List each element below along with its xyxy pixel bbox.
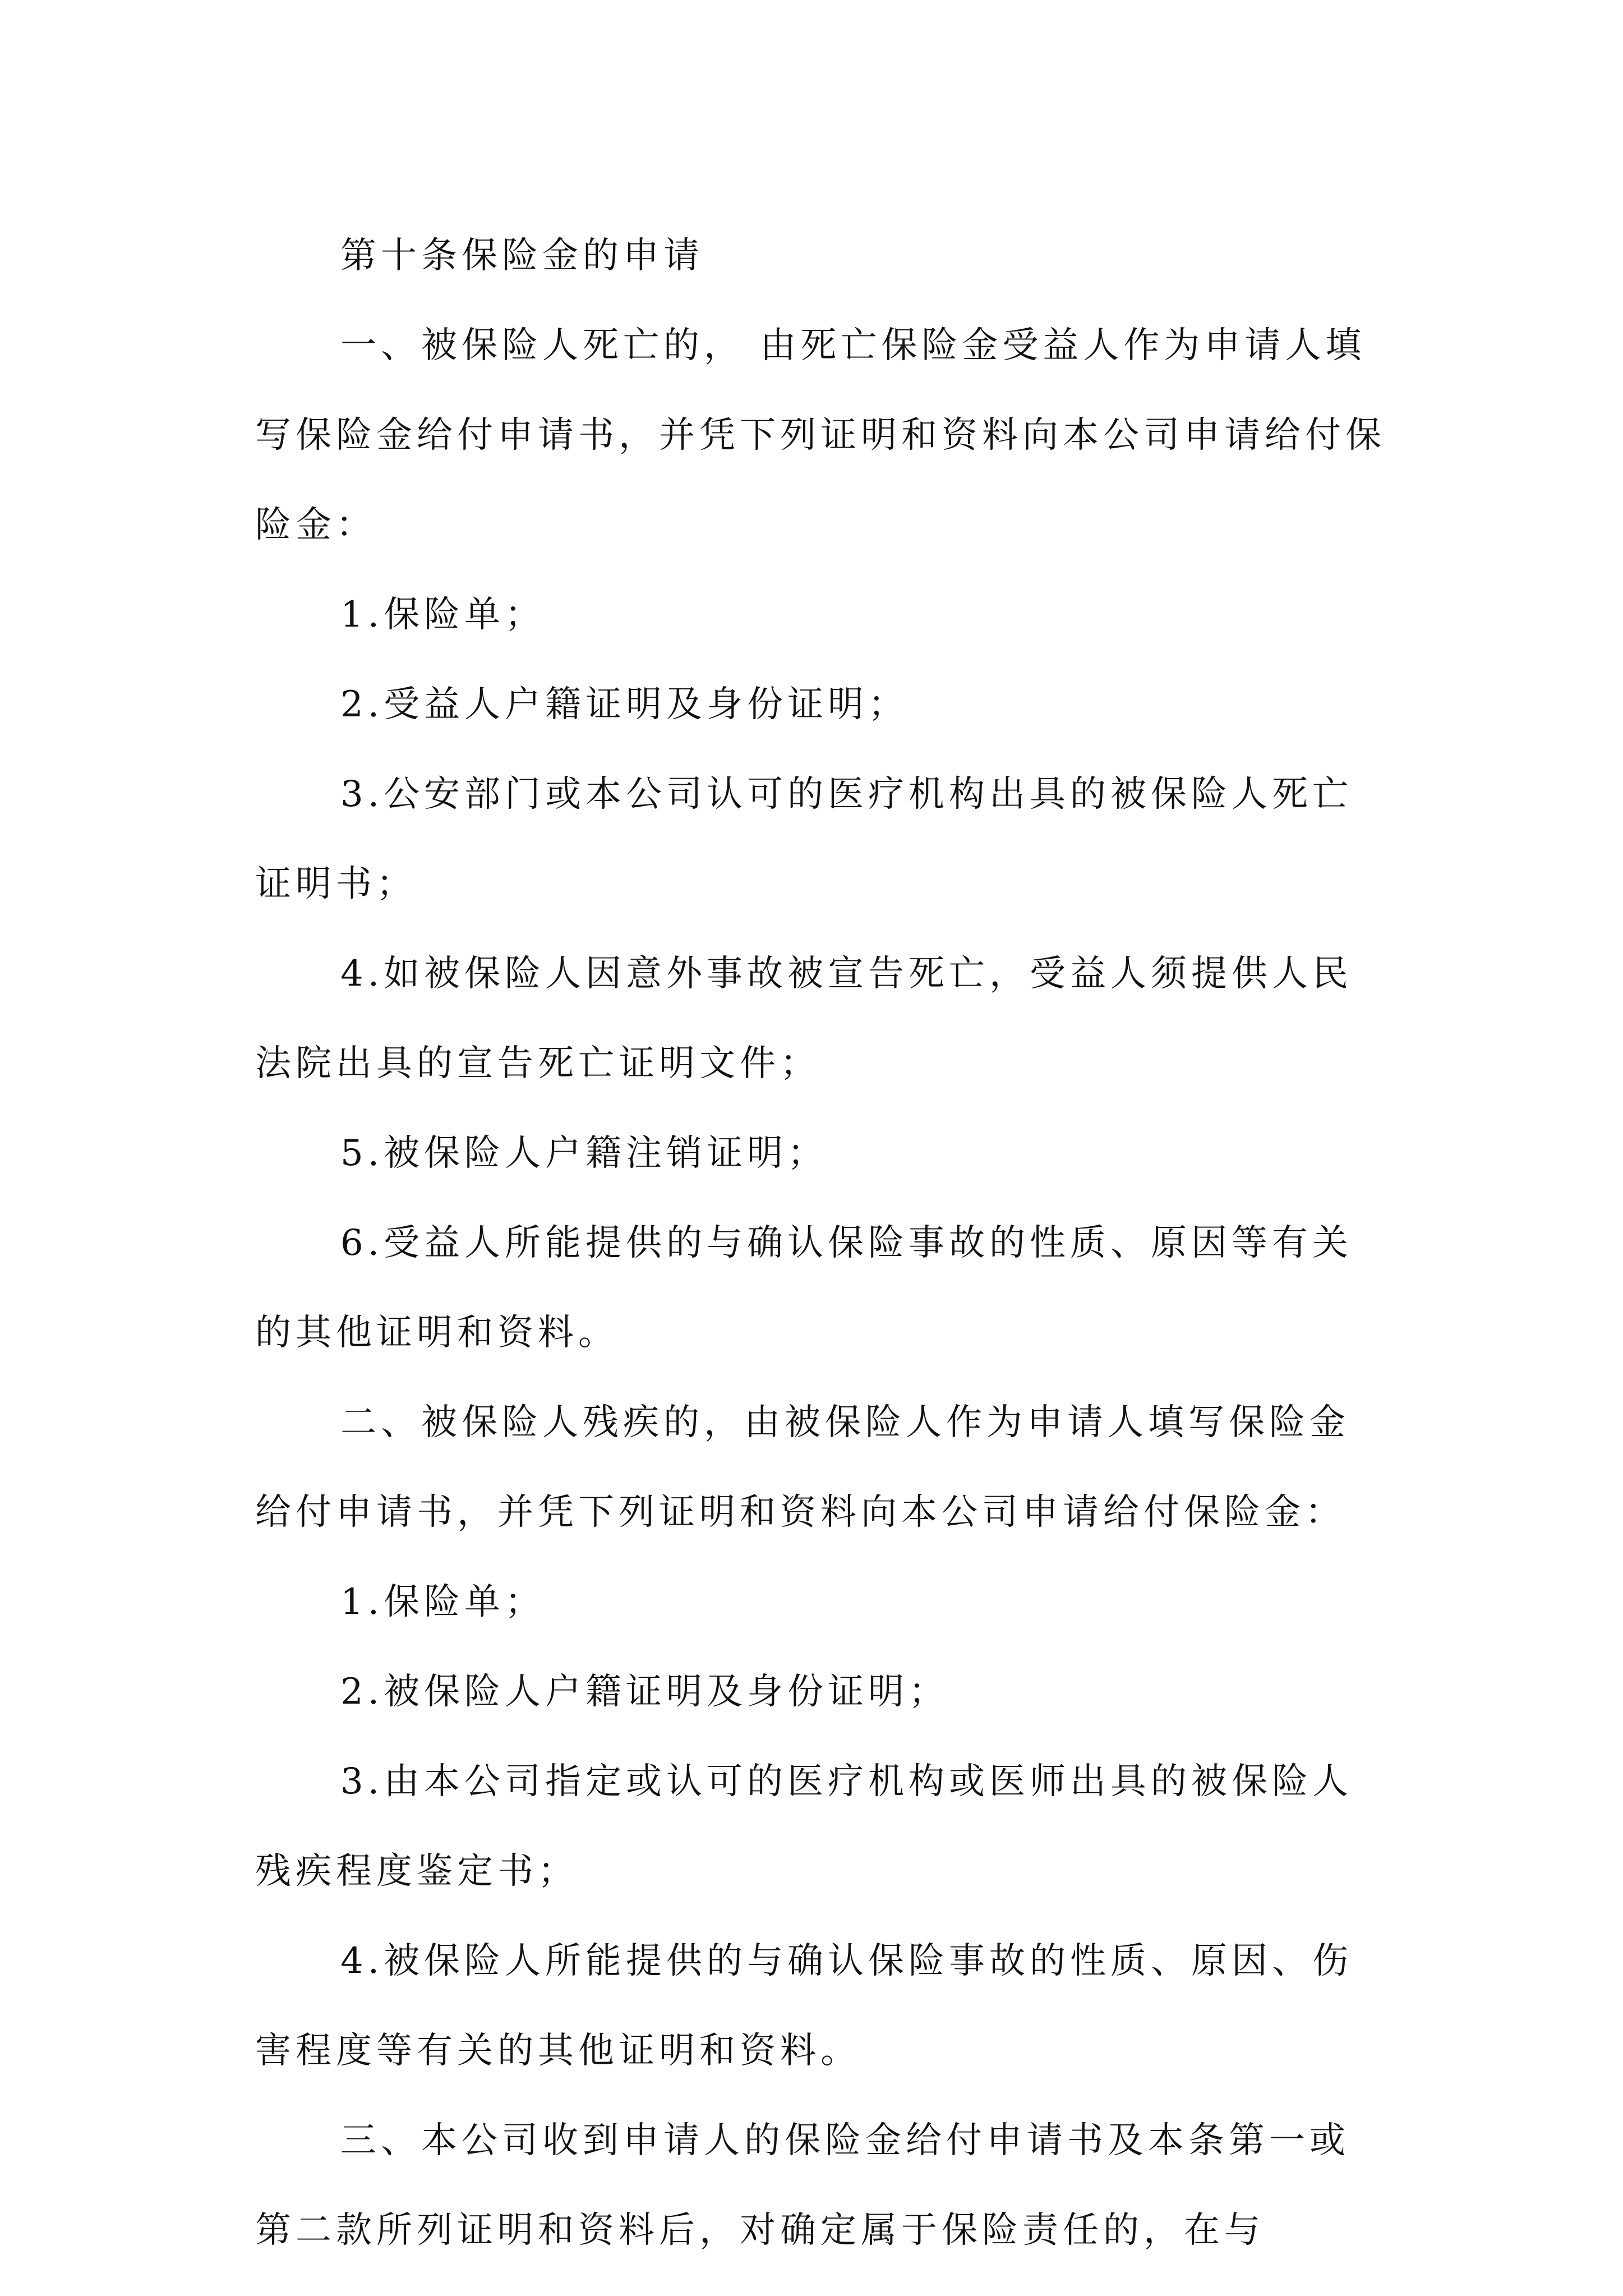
- section-1-item-6: 6.受益人所能提供的与确认保险事故的性质、原因等有关的其他证明和资料。: [255, 1222, 1353, 1354]
- section-2-item-1: 1.保险单；: [340, 1581, 546, 1623]
- section-3-intro: 三、本公司收到申请人的保险金给付申请书及本条第一或第二款所列证明和资料后，对确定属于保险责任的，在与: [255, 2120, 1350, 2251]
- section-2-item-3: 3.由本公司指定或认可的医疗机构或医师出具的被保险人残疾程度鉴定书；: [255, 1761, 1353, 1892]
- document-body: [255, 211, 1388, 2275]
- section-2-intro: 二、被保险人残疾的，由被保险人作为申请人填写保险金给付申请书，并凭下列证明和资料向本公司申请给付保险金：: [255, 1402, 1350, 1533]
- section-1-item-5: 5.被保险人户籍注销证明；: [340, 1133, 828, 1174]
- section-1-item-4: 4.如被保险人因意外事故被宣告死亡，受益人须提供人民法院出具的宣告死亡证明文件；: [255, 953, 1353, 1084]
- section-1-item-2: 2.受益人户籍证明及身份证明；: [340, 684, 909, 725]
- article-heading: 第十条保险金的申请: [340, 235, 704, 277]
- section-1-item-1: 1.保险单；: [340, 594, 546, 636]
- section-2-item-4: 4.被保险人所能提供的与确认保险事故的性质、原因、伤害程度等有关的其他证明和资料。: [255, 1940, 1353, 2072]
- section-1-intro: 一、被保险人死亡的， 由死亡保险金受益人作为申请人填写保险金给付申请书，并凭下列证明和资料向本公司申请给付保险金：: [255, 325, 1386, 546]
- section-2-item-2: 2.被保险人户籍证明及身份证明；: [340, 1671, 949, 1713]
- section-1-item-3: 3.公安部门或本公司认可的医疗机构出具的被保险人死亡证明书；: [255, 774, 1353, 905]
